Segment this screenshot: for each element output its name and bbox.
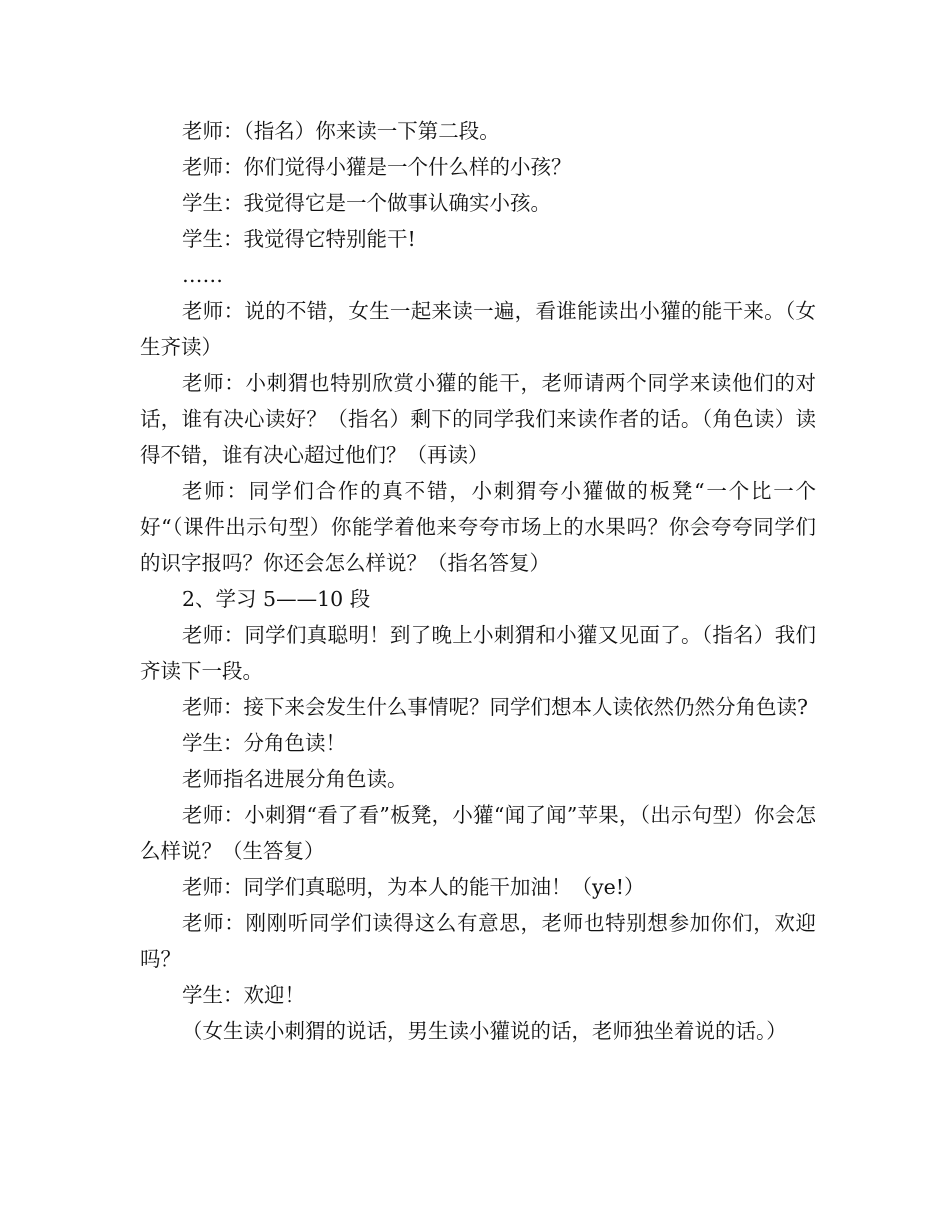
paragraph-13: 老师指名进展分角色读。	[182, 767, 408, 791]
paragraph-8: 老师：同学们合作的真不错，小刺猬夸小獾做的板凳“一个比一个好“（课件出示句型）你能学着他来夸夸市场上的水果吗？你会夸夸同学们的识字报吗？你还会怎么样说？（指名答复）	[140, 479, 816, 575]
paragraph-18: （女生读小刺猬的说话，男生读小獾说的话，老师独坐着说的话。）	[182, 1019, 787, 1043]
document-body	[140, 113, 816, 1049]
paragraph-15: 老师：同学们真聪明，为本人的能干加油！（ye!）	[182, 875, 645, 899]
paragraph-12: 学生：分角色读！	[182, 731, 346, 755]
paragraph-3: 学生：我觉得它是一个做事认确实小孩。	[182, 191, 551, 215]
paragraph-1: 老师：（指名）你来读一下第二段。	[182, 119, 500, 143]
ellipsis-line: ……	[182, 263, 223, 287]
paragraph-14: 老师：小刺猬“看了看”板凳，小獾“闻了闻”苹果，（出示句型）你会怎么样说？（生答复）	[140, 803, 816, 863]
paragraph-7: 老师：小刺猬也特别欣赏小獾的能干，老师请两个同学来读他们的对话，谁有决心读好？（指名）剩下的同学我们来读作者的话。（角色读）读得不错，谁有决心超过他们？（再读）	[140, 371, 816, 467]
section-heading: 2、学习 5——10 段	[182, 587, 371, 611]
paragraph-10: 老师：同学们真聪明！到了晚上小刺猬和小獾又见面了。（指名）我们齐读下一段。	[140, 623, 816, 683]
paragraph-4: 学生：我觉得它特别能干!	[182, 227, 416, 251]
paragraph-16: 老师：刚刚听同学们读得这么有意思，老师也特别想参加你们，欢迎吗？	[140, 911, 816, 971]
paragraph-2: 老师：你们觉得小獾是一个什么样的小孩？	[182, 155, 572, 179]
paragraph-11: 老师：接下来会发生什么事情呢？同学们想本人读依然仍然分角色读?	[182, 695, 808, 719]
paragraph-17: 学生：欢迎！	[182, 983, 305, 1007]
paragraph-6: 老师：说的不错，女生一起来读一遍，看谁能读出小獾的能干来。（女生齐读）	[140, 299, 816, 359]
